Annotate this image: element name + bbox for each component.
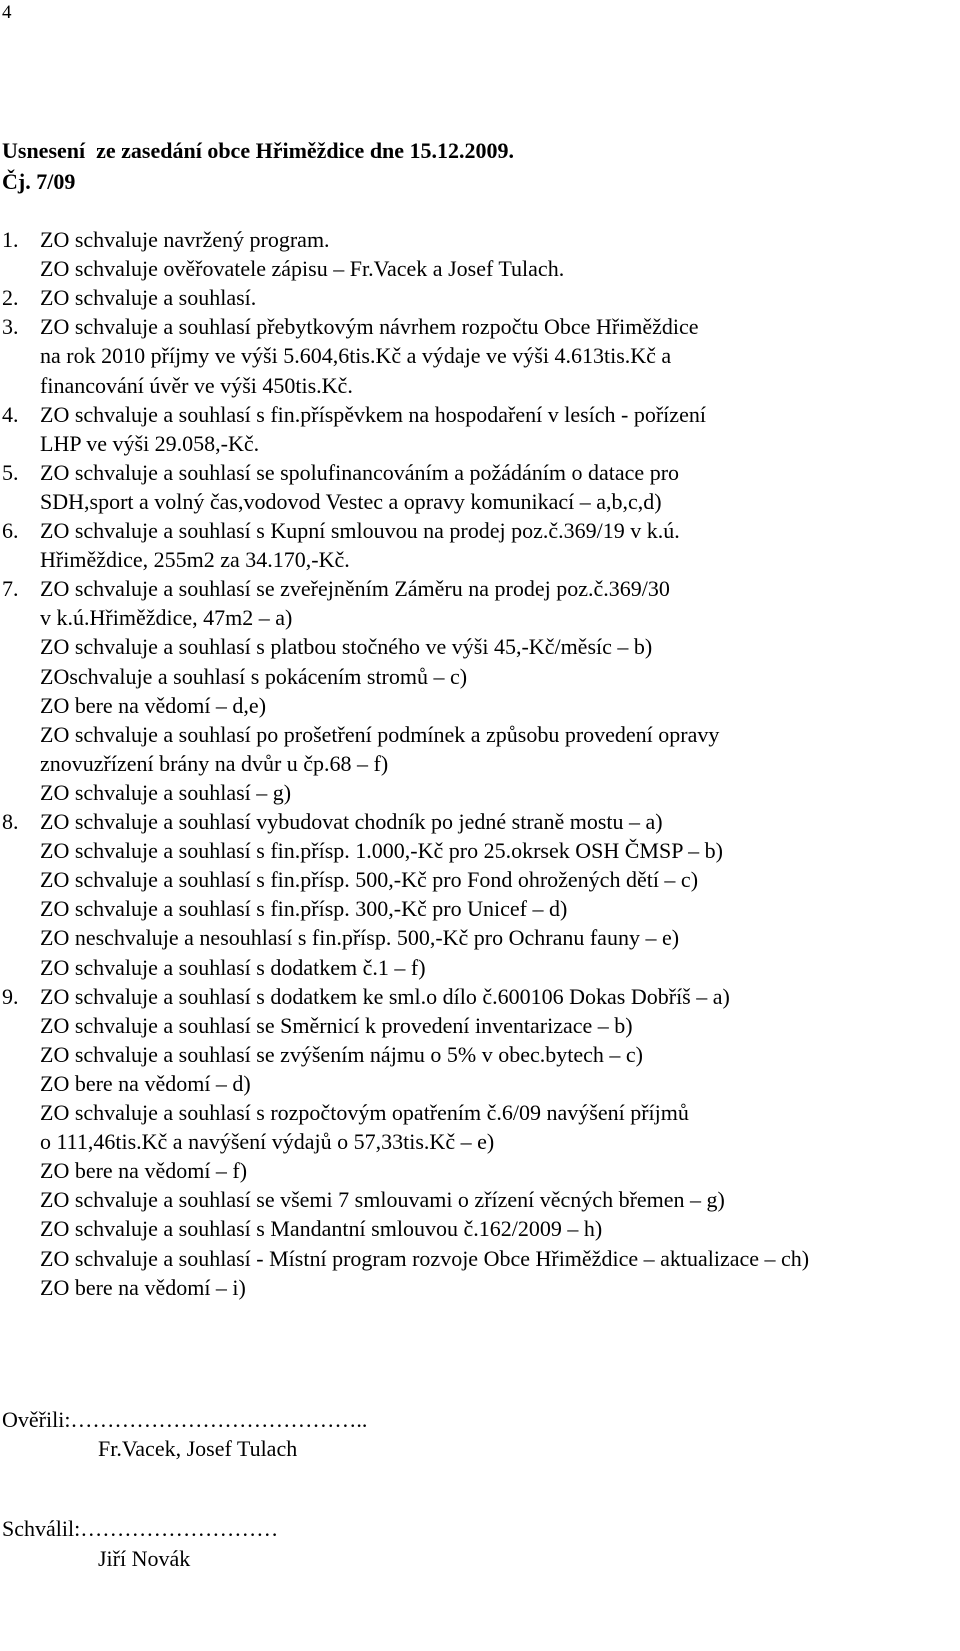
item-text-line: ZO schvaluje a souhlasí s dodatkem č.1 – f): [40, 954, 426, 980]
item-text-line: ZO schvaluje a souhlasí přebytkovým návrhem rozpočtu Obce Hřiměždice: [40, 314, 699, 340]
item-text-line: ZO schvaluje ověřovatele zápisu – Fr.Vacek a Josef Tulach.: [40, 256, 565, 282]
item-text-line: ZO schvaluje a souhlasí se zvýšením nájmu o 5% v obec.bytech – c): [40, 1041, 644, 1067]
reference-number: Čj. 7/09: [2, 169, 76, 194]
item-text-line: ZO bere na vědomí – i): [40, 1274, 246, 1300]
item-text-line: ZO schvaluje a souhlasí s Mandantní smlouvou č.162/2009 – h): [40, 1216, 603, 1242]
item-text-line: ZO schvaluje a souhlasí s fin.přísp. 1.000,-Kč pro 25.okrsek OSH ČMSP – b): [40, 838, 723, 864]
item-text-line: ZO schvaluje a souhlasí vybudovat chodník po jedné straně mostu – a): [40, 809, 663, 834]
item-text-line: ZO schvaluje a souhlasí se Směrnicí k provedení inventarizace – b): [40, 1012, 633, 1038]
item-text-line: Hřiměždice, 255m2 za 34.170,-Kč.: [40, 547, 350, 573]
item-text-line: na rok 2010 příjmy ve výši 5.604,6tis.Kč a výdaje ve výši 4.613tis.Kč a: [40, 343, 672, 369]
verified-names: Fr.Vacek, Josef Tulach: [98, 1436, 298, 1461]
item-text-line: o 111,46tis.Kč a navýšení výdajů o 57,33tis.Kč – e): [40, 1129, 495, 1155]
item-text-line: ZO schvaluje a souhlasí se zveřejněním Záměru na prodej poz.č.369/30: [40, 576, 670, 602]
item-text-line: ZO schvaluje a souhlasí s fin.přísp. 300,-Kč pro Unicef – d): [40, 896, 568, 922]
item-number: 9.: [2, 983, 19, 1009]
item-text-line: financování úvěr ve výši 450tis.Kč.: [40, 372, 353, 398]
item-text-line: znovuzřízení brány na dvůr u čp.68 – f): [40, 750, 389, 776]
item-number: 6.: [2, 518, 19, 543]
page-number: 4: [2, 2, 12, 23]
item-text-line: ZO schvaluje a souhlasí s Kupní smlouvou na prodej poz.č.369/19 v k.ú.: [40, 518, 680, 543]
item-text-line: LHP ve výši 29.058,-Kč.: [40, 430, 260, 456]
item-text-line: ZO schvaluje a souhlasí - Místní program rozvoje Obce Hřiměždice – aktualizace – ch): [40, 1245, 810, 1271]
item-text-line: ZO schvaluje a souhlasí s rozpočtovým opatřením č.6/09 navýšení příjmů: [40, 1100, 689, 1125]
item-number: 4.: [2, 401, 19, 427]
item-text-line: ZO schvaluje a souhlasí s platbou stočného ve výši 45,-Kč/měsíc – b): [40, 634, 653, 660]
item-text-line: ZO schvaluje navržený program.: [40, 227, 330, 252]
item-number: 1.: [2, 227, 19, 252]
item-number: 3.: [2, 314, 19, 340]
item-text-line: ZO schvaluje a souhlasí po prošetření podmínek a způsobu provedení opravy: [40, 721, 720, 747]
item-text-line: ZO schvaluje a souhlasí se spolufinancováním a požádáním o datace pro: [40, 459, 680, 485]
item-number: 2.: [2, 285, 19, 311]
item-number: 7.: [2, 576, 19, 602]
item-text-line: ZO neschvaluje a nesouhlasí s fin.přísp. 500,-Kč pro Ochranu fauny – e): [40, 925, 680, 951]
approved-name: Jiří Novák: [98, 1546, 191, 1571]
item-text-line: ZO schvaluje a souhlasí s dodatkem ke sml.o dílo č.600106 Dokas Dobříš – a): [40, 983, 730, 1009]
item-text-line: ZO schvaluje a souhlasí s fin.příspěvkem na hospodaření v lesích - pořízení: [40, 401, 706, 427]
item-text-line: ZO schvaluje a souhlasí s fin.přísp. 500,-Kč pro Fond ohrožených dětí – c): [40, 867, 699, 893]
item-text-line: SDH,sport a volný čas,vodovod Vestec a opravy komunikací – a,b,c,d): [40, 488, 662, 514]
item-text-line: ZO schvaluje a souhlasí.: [40, 285, 257, 311]
item-text-line: ZO bere na vědomí – d,e): [40, 692, 267, 718]
item-text-line: ZOschvaluje a souhlasí s pokácením stromů – c): [40, 663, 468, 689]
item-text-line: ZO bere na vědomí – d): [40, 1070, 251, 1096]
item-number: 8.: [2, 809, 19, 834]
document-title: Usnesení ze zasedání obce Hřiměždice dne 15.12.2009.: [2, 138, 515, 163]
item-text-line: v k.ú.Hřiměždice, 47m2 – a): [40, 605, 293, 631]
item-text-line: ZO schvaluje a souhlasí – g): [40, 779, 292, 805]
approved-signature-line: Schválil:………………………: [2, 1516, 279, 1541]
item-text-line: ZO bere na vědomí – f): [40, 1158, 248, 1184]
verified-signature-line: Ověřili:…………………………………..: [2, 1407, 368, 1432]
item-number: 5.: [2, 459, 19, 485]
item-text-line: ZO schvaluje a souhlasí se všemi 7 smlouvami o zřízení věcných břemen – g): [40, 1187, 725, 1213]
